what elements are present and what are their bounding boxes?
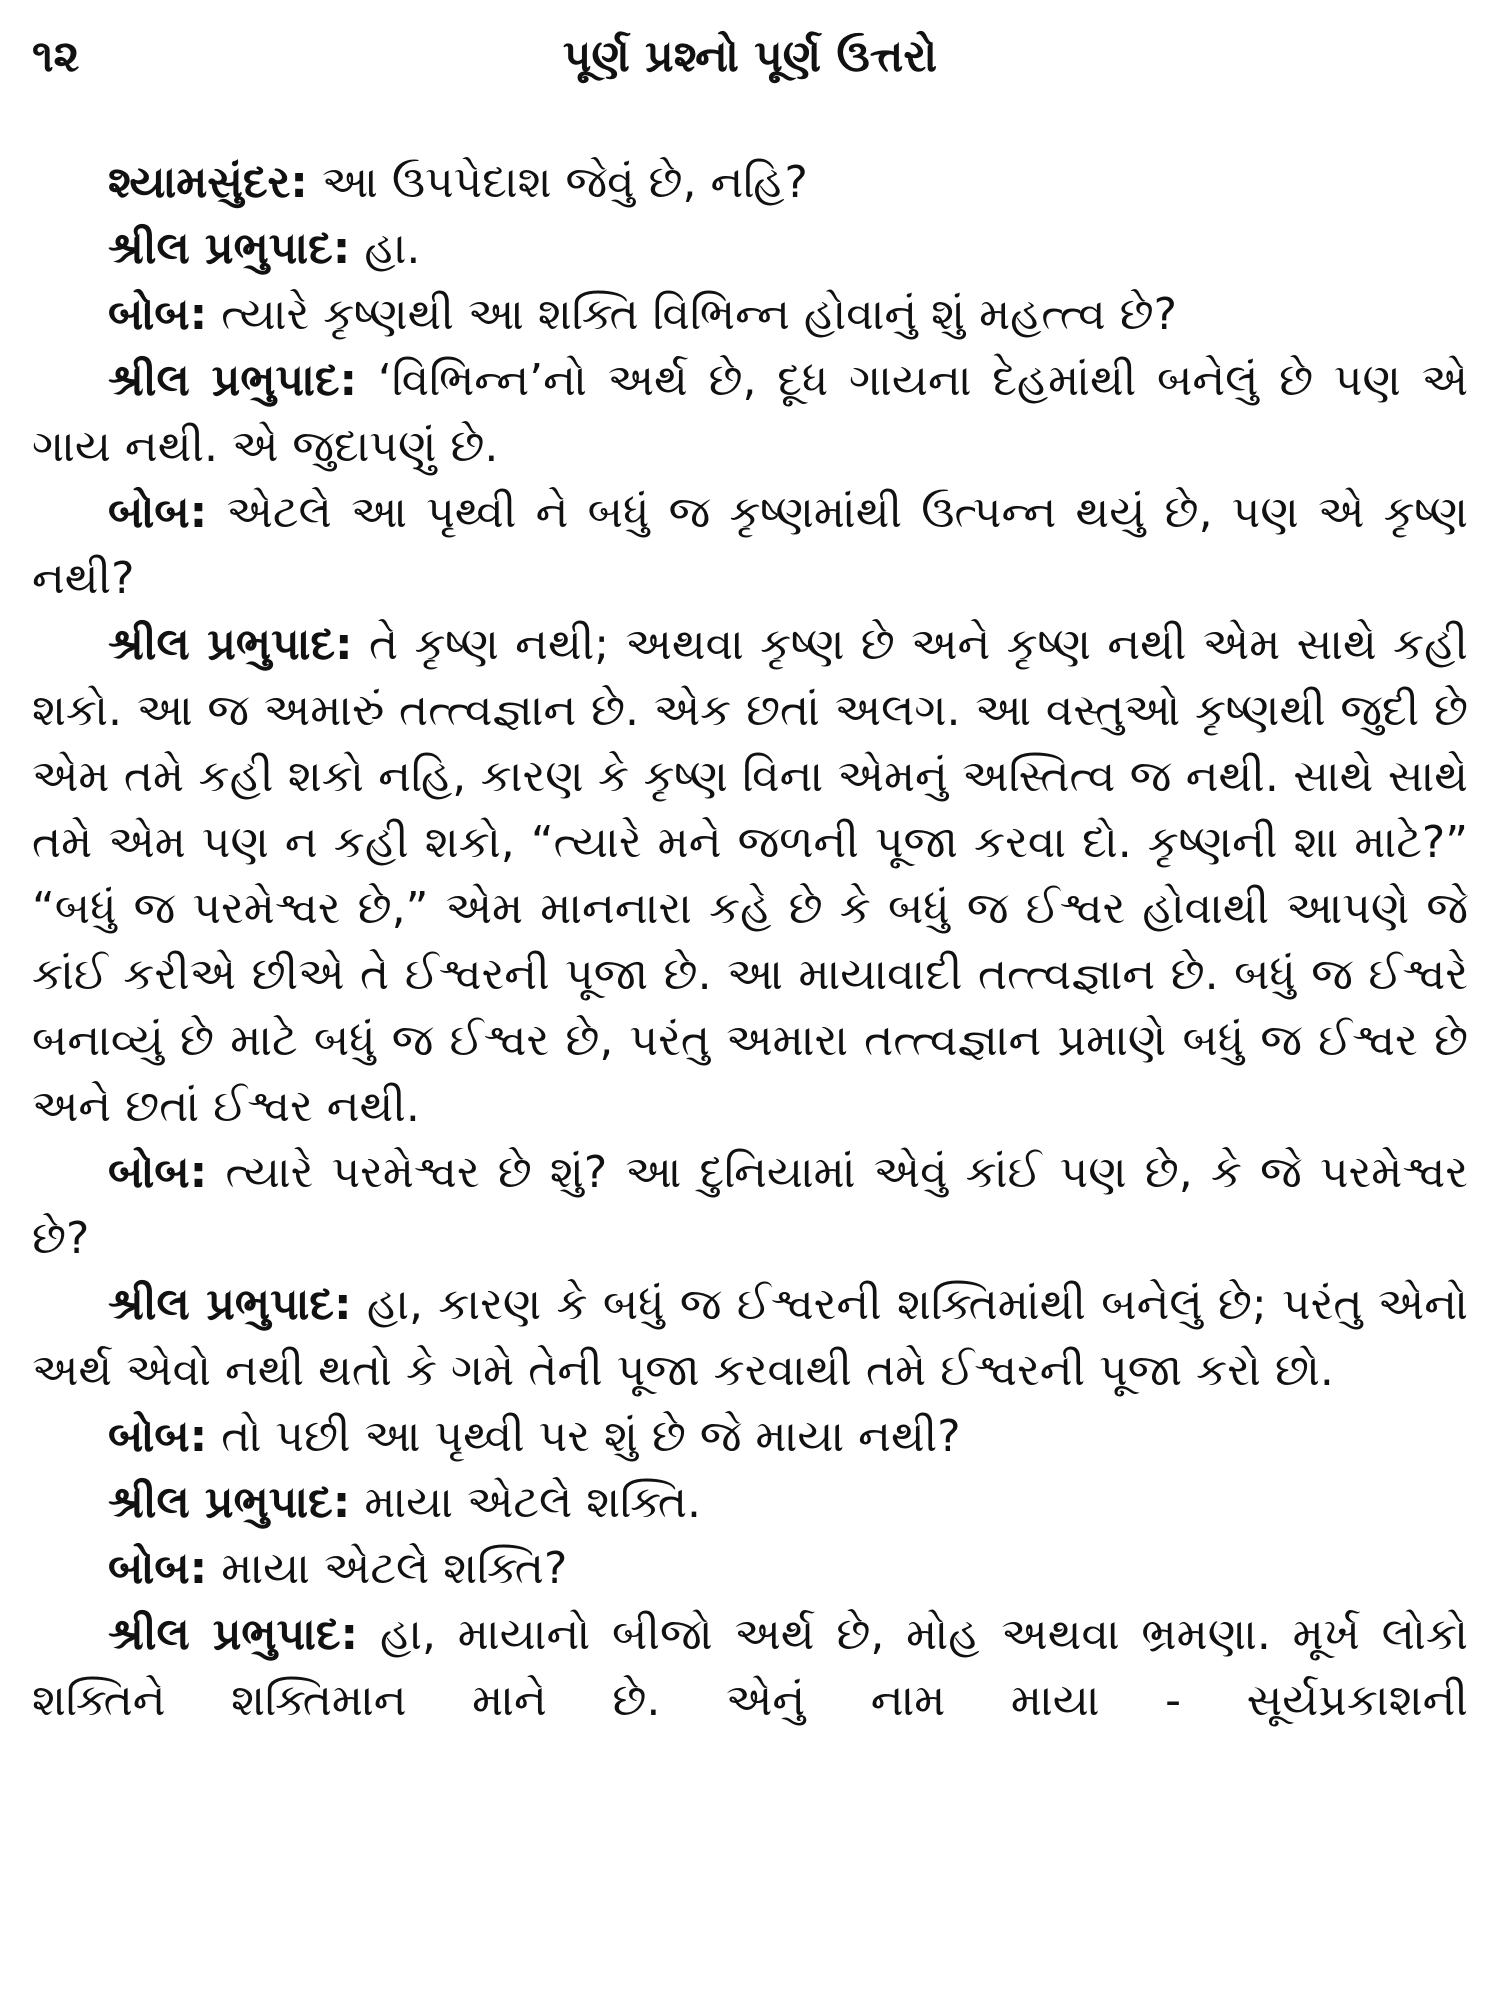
speaker-label: શ્રીલ પ્રભુપાદ:: [108, 1477, 351, 1528]
dialogue-text: હા, કારણ કે બધું જ ઈશ્વરની શક્તિમાંથી બનેલું છે; પરંતુ એનો અર્થ એવો નથી થતો કે ગમે તેની પૂજા કરવાથી તમે ઈશ્વરની પૂજા કરો છો.: [32, 1279, 1468, 1396]
dialogue-paragraph: [32, 150, 1468, 216]
dialogue-text: હા.: [364, 223, 421, 274]
page-number: ૧૨: [32, 31, 80, 82]
speaker-label: શ્રીલ પ્રભુપાદ:: [108, 619, 353, 670]
speaker-label: બોબ:: [108, 1543, 208, 1594]
dialogue-paragraph: [32, 1404, 1468, 1470]
dialogue-text: ‘વિભિન્ન’નો અર્થ છે, દૂધ ગાયના દેહમાંથી બનેલું છે પણ એ ગાય નથી. એ જુદાપણું છે.: [32, 355, 1468, 472]
dialogue-paragraph: [32, 612, 1468, 1140]
speaker-label: શ્રીલ પ્રભુપાદ:: [108, 223, 351, 274]
speaker-label: બોબ:: [108, 1411, 208, 1462]
dialogue-text: ત્યારે પરમેશ્વર છે શું? આ દુનિયામાં એવું કાંઈ પણ છે, કે જે પરમેશ્વર છે?: [32, 1147, 1468, 1264]
dialogue-text: એટલે આ પૃથ્વી ને બધું જ કૃષ્ણમાંથી ઉત્પન્ન થયું છે, પણ એ કૃષ્ણ નથી?: [32, 487, 1468, 604]
dialogue-paragraph: [32, 480, 1468, 612]
dialogue-text: આ ઉપપેદાશ જેવું છે, નહિ?: [321, 157, 808, 208]
running-title: પૂર્ણ પ્રશ્નો પૂર્ણ ઉત્તરો: [562, 31, 938, 82]
dialogue-paragraph: [32, 282, 1468, 348]
dialogue-text: ત્યારે કૃષ્ણથી આ શક્તિ વિભિન્ન હોવાનું શું મહત્ત્વ છે?: [221, 289, 1177, 340]
dialogue-paragraph: [32, 348, 1468, 480]
speaker-label: બોબ:: [108, 289, 208, 340]
dialogue-paragraph: [32, 1140, 1468, 1272]
page-header: [32, 26, 1468, 88]
dialogue-text: માયા એટલે શક્તિ.: [364, 1477, 701, 1528]
speaker-label: શ્રીલ પ્રભુપાદ:: [108, 1279, 352, 1330]
dialogue-text: તે કૃષ્ણ નથી; અથવા કૃષ્ણ છે અને કૃષ્ણ નથી એમ સાથે કહી શકો. આ જ અમારું તત્ત્વજ્ઞાન છે. એક છતાં અલગ. આ વસ્તુઓ કૃષ્ણથી જુદી છે એમ તમે કહી શકો નહિ, કારણ કે કૃષ્ણ વિના એમનું અસ્તિત્વ જ નથી. સાથે સાથે તમે એમ પણ ન કહી શકો, “ત્યારે મને જળની પૂજા કરવા દો. કૃષ્ણની શા માટે?” “બધું જ પરમેશ્વર છે,” એમ માનનારા કહે છે કે બધું જ ઈશ્વર હોવાથી આપણે જે કાંઈ કરીએ છીએ તે ઈશ્વરની પૂજા છે. આ માયાવાદી તત્ત્વજ્ઞાન છે. બધું જ ઈશ્વરે બનાવ્યું છે માટે બધું જ ઈશ્વર છે, પરંતુ અમારા તત્ત્વજ્ઞાન પ્રમાણે બધું જ ઈશ્વર છે અને છતાં ઈશ્વર નથી.: [32, 619, 1468, 1132]
dialogue-paragraph: [32, 216, 1468, 282]
dialogue-paragraph: [32, 1470, 1468, 1536]
dialogue-paragraph: [32, 1536, 1468, 1602]
dialogue-text: હા, માયાનો બીજો અર્થ છે, મોહ અથવા ભ્રમણા. મૂર્ખ લોકો શક્તિને શક્તિમાન માને છે. એનું નામ માયા - સૂર્યપ્રકાશની: [32, 1609, 1468, 1726]
speaker-label: શ્રીલ પ્રભુપાદ:: [108, 355, 358, 406]
dialogue-paragraph: [32, 1272, 1468, 1404]
dialogue-text: તો પછી આ પૃથ્વી પર શું છે જે માયા નથી?: [221, 1411, 961, 1462]
speaker-label: બોબ:: [108, 1147, 208, 1198]
speaker-label: શ્યામસુંદર:: [108, 157, 308, 208]
dialogue-body: [32, 150, 1468, 1734]
speaker-label: શ્રીલ પ્રભુપાદ:: [108, 1609, 359, 1660]
dialogue-paragraph: [32, 1602, 1468, 1734]
dialogue-text: માયા એટલે શક્તિ?: [221, 1543, 568, 1594]
speaker-label: બોબ:: [108, 487, 208, 538]
